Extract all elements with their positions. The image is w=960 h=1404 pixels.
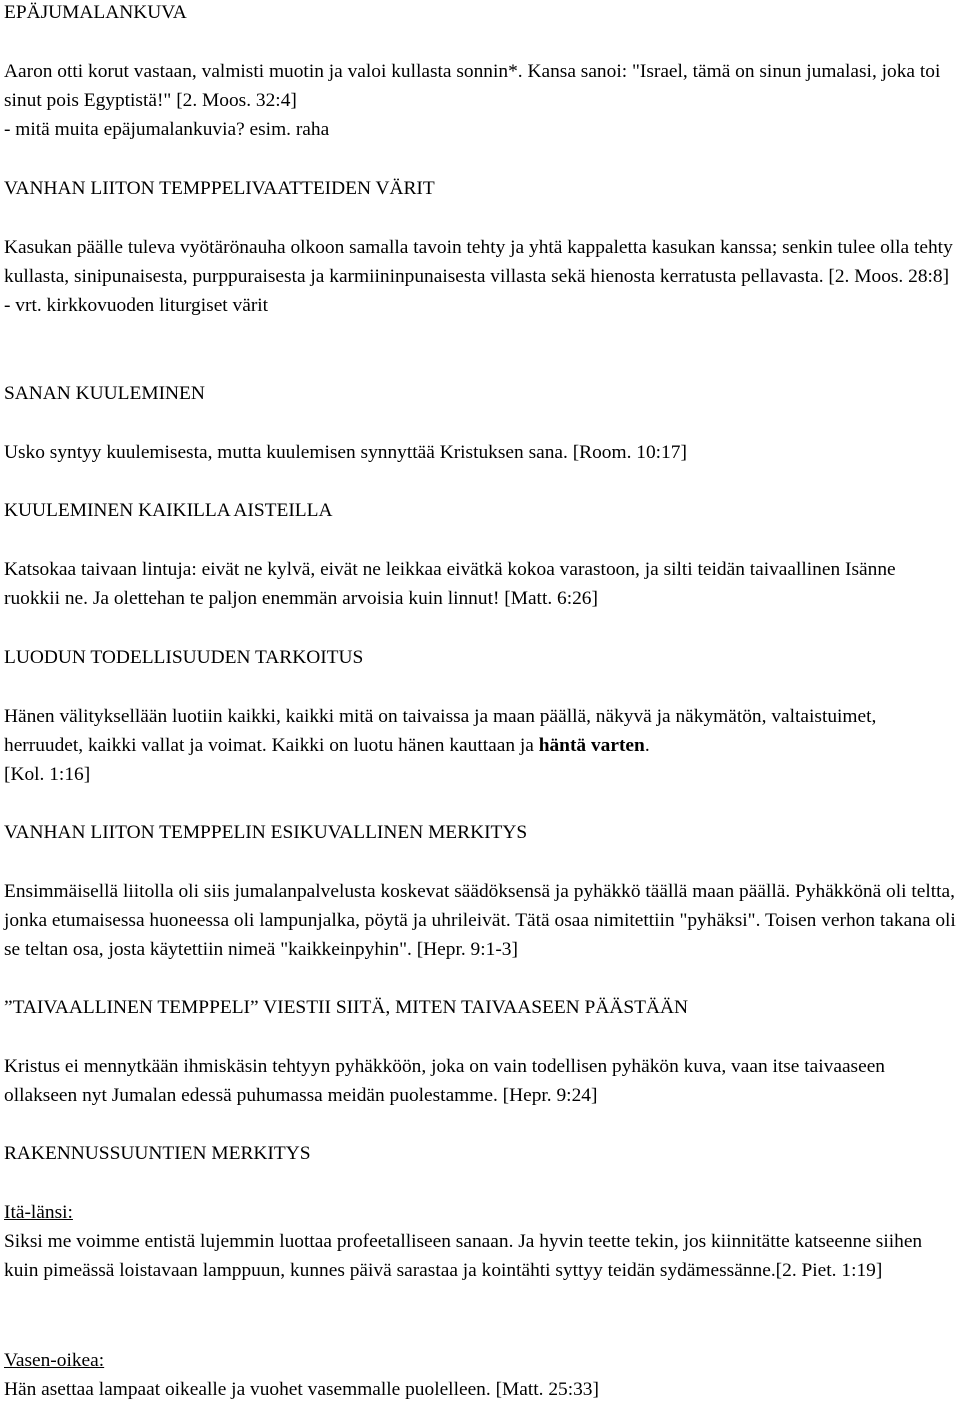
note: - vrt. kirkkovuoden liturgiset värit [4, 295, 269, 316]
subheading-ita-lansi: Itä-länsi: [4, 1202, 73, 1223]
text-run: . [644, 735, 650, 756]
paragraph: Ensimmäisellä liitolla oli siis jumalanpalvelusta koskevat säädöksensä ja pyhäkkö täällä maan päällä. Pyhäkkönä oli teltta, jonka etumaisessa huoneessa oli lampunjalka, pöytä ja uhrileivät. Tätä osaa nimitettiin "pyhäksi". Toisen verhon takana oli se teltan osa, josta käytettiin nimeä "kaikkeinpyhin". [Hepr. 9:1-3] [4, 881, 956, 960]
paragraph: Aaron otti korut vastaan, valmisti muotin ja valoi kullasta sonnin*. Kansa sanoi: "Israel, tämä on sinun jumalasi, joka toi sinut pois Egyptistä!" [2. Moos. 32:4] [4, 61, 941, 111]
paragraph: Usko syntyy kuulemisesta, mutta kuulemisen synnyttää Kristuksen sana. [Room. 10:17] [4, 442, 687, 463]
section-temppelivaatteiden-varit-body [4, 233, 956, 320]
section-ita-lansi [4, 1198, 956, 1285]
bold-phrase: häntä varten [538, 735, 645, 756]
heading-luodun-todellisuuden-tarkoitus: LUODUN TODELLISUUDEN TARKOITUS [4, 647, 364, 668]
section-luodun-todellisuuden-body [4, 702, 956, 789]
heading-temppelin-esikuvallinen-merkitys: VANHAN LIITON TEMPPELIN ESIKUVALLINEN MERKITYS [4, 822, 528, 843]
paragraph: Kristus ei mennytkään ihmiskäsin tehtyyn pyhäkköön, joka on vain todellisen pyhäkön kuva, vaan itse taivaaseen ollakseen nyt Jumalan edessä puhumassa meidän puolestamme. [Hepr. 9:24] [4, 1056, 886, 1106]
note: - mitä muita epäjumalankuvia? esim. raha [4, 119, 330, 140]
text-run: Hänen välityksellään luotiin kaikki, kaikki mitä on taivaissa ja maan päällä, näkyvä ja näkymätön, valtaistuimet, herruudet, kaikki vallat ja voimat. Kaikki on luotu hänen kauttaan ja [4, 706, 877, 756]
reference: [Kol. 1:16] [4, 764, 91, 785]
paragraph: Katsokaa taivaan lintuja: eivät ne kylvä, eivät ne leikkaa eivätkä kokoa varastoon, ja silti teidän taivaallinen Isänne ruokkii ne. Ja olettehan te paljon enemmän arvoisia kuin linnut! [Matt. 6:26] [4, 559, 896, 609]
section-epajumalankuva-body [4, 57, 956, 144]
heading-rest: VIESTII SIITÄ, MITEN TAIVAASEEN PÄÄSTÄÄN [263, 997, 688, 1018]
paragraph: Kasukan päälle tuleva vyötärönauha olkoon samalla tavoin tehty ja yhtä kappaletta kasukan kanssa; senkin tulee olla tehty kullasta, sinipunaisesta, purppuraisesta ja karmiininpunaisesta villasta sekä hienosta kerratusta pellavasta. [2. Moos. 28:8] [4, 237, 953, 287]
heading-kuuleminen-kaikilla-aisteilla: KUULEMINEN KAIKILLA AISTEILLA [4, 500, 333, 521]
paragraph: Hän asettaa lampaat oikealle ja vuohet vasemmalle puolelleen. [Matt. 25:33] [4, 1379, 599, 1400]
heading-rakennussuuntien-merkitys: RAKENNUSSUUNTIEN MERKITYS [4, 1143, 311, 1164]
heading-quoted-part: ”TAIVAALLINEN TEMPPELI” [4, 997, 259, 1018]
paragraph: Siksi me voimme entistä lujemmin luottaa profeetalliseen sanaan. Ja hyvin teette tekin, jos kiinnitätte katseenne siihen kuin pimeässä loistavaan lamppuun, kunnes päivä sarastaa ja kointähti syttyy teidän sydämessänne.[2. Piet. 1:19] [4, 1231, 923, 1281]
paragraph [4, 702, 956, 760]
subheading-vasen-oikea: Vasen-oikea: [4, 1350, 105, 1371]
heading-temppelivaatteiden-varit: VANHAN LIITON TEMPPELIVAATTEIDEN VÄRIT [4, 178, 435, 199]
section-vasen-oikea [4, 1346, 956, 1404]
heading-taivaallinen-temppeli [4, 993, 956, 1022]
heading-epajumalankuva: EPÄJUMALANKUVA [4, 2, 187, 23]
heading-sanan-kuuleminen: SANAN KUULEMINEN [4, 383, 205, 404]
